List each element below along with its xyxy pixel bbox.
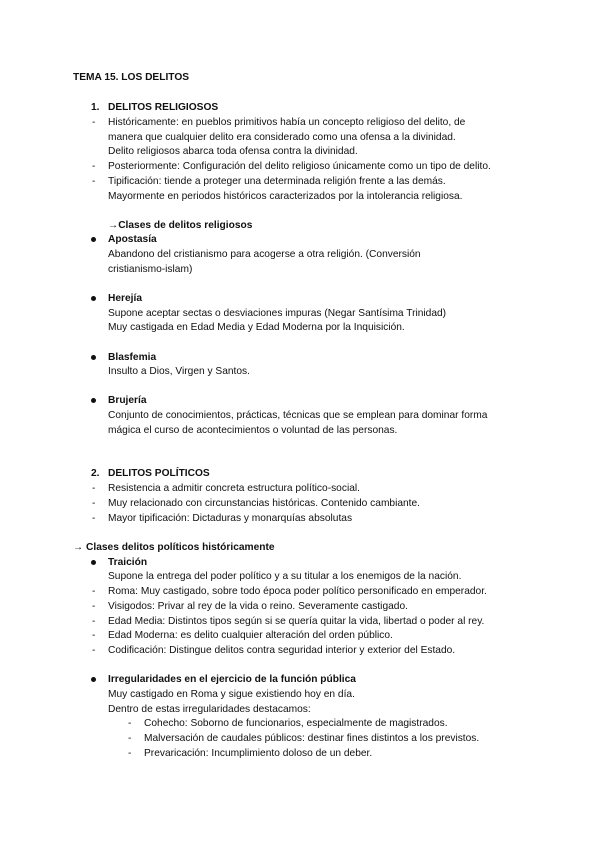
list-item-line: Posteriormente: Configuración del delito religioso únicamente como un tipo de delito. (108, 161, 491, 172)
bullet-icon (91, 296, 96, 301)
class-desc-line: Muy castigado en Roma y sigue existiendo hoy en día. (108, 689, 355, 700)
class-name: Apostasía (108, 234, 157, 245)
list-item-line: Cohecho: Soborno de funcionarios, especialmente de magistrados. (144, 718, 448, 729)
list-dash: - (92, 645, 96, 656)
class-desc-line: Insulto a Dios, Virgen y Santos. (108, 366, 250, 377)
list-item-line: Mayor tipificación: Dictaduras y monarquías absolutas (108, 513, 353, 524)
list-dash: - (92, 161, 96, 172)
class-name: Brujería (108, 395, 147, 406)
class-desc-line: Supone aceptar sectas o desviaciones impuras (Negar Santísima Trinidad) (108, 308, 447, 319)
subsection-heading: → Clases delitos políticos históricamente (73, 542, 275, 553)
list-item-line: manera que cualquier delito era considerado como una ofensa a la divinidad. (108, 132, 456, 143)
list-dash: - (92, 630, 96, 641)
section-heading: DELITOS POLÍTICOS (108, 468, 210, 479)
list-item-line: Históricamente: en pueblos primitivos había un concepto religioso del delito, de (108, 117, 466, 128)
section-heading: DELITOS RELIGIOSOS (108, 102, 219, 113)
bullet-icon (91, 237, 96, 242)
class-name: Blasfemia (108, 352, 157, 363)
bullet-icon (91, 398, 96, 403)
class-desc-line: mágica el curso de acontecimientos o voluntad de las personas. (108, 425, 398, 436)
class-desc-line: cristianismo-islam) (108, 264, 193, 275)
list-item-line: Tipificación: tiende a proteger una determinada religión frente a las demás. (108, 176, 446, 187)
list-item-line: Edad Moderna: es delito cualquier alteración del orden público. (108, 630, 393, 641)
class-name: Irregularidades en el ejercicio de la función pública (108, 674, 356, 685)
list-dash: - (92, 513, 96, 524)
list-item-line: Prevaricación: Incumplimiento doloso de un deber. (144, 748, 373, 759)
list-item-line: Malversación de caudales públicos: destinar fines distintos a los previstos. (144, 733, 480, 744)
list-item-line: Visigodos: Privar al rey de la vida o reino. Severamente castigado. (108, 601, 408, 612)
bullet-icon (91, 677, 96, 682)
class-desc-line: Supone la entrega del poder político y a su titular a los enemigos de la nación. (108, 571, 462, 582)
list-item-line: Mayormente en periodos históricos caracterizados por la intolerancia religiosa. (108, 191, 463, 202)
class-name: Herejía (108, 293, 142, 304)
class-name: Traición (108, 557, 148, 568)
section-number: 1. (91, 102, 100, 113)
list-item-line: Resistencia a admitir concreta estructura político-social. (108, 483, 360, 494)
subsection-heading: →Clases de delitos religiosos (108, 220, 253, 231)
list-dash: - (92, 483, 96, 494)
class-desc-line: Muy castigada en Edad Media y Edad Moderna por la Inquisición. (108, 322, 405, 333)
bullet-icon (91, 355, 96, 360)
list-item-line: Delito religiosos abarca toda ofensa contra la divinidad. (108, 146, 358, 157)
class-desc-line: Conjunto de conocimientos, prácticas, técnicas que se emplean para dominar forma (108, 410, 488, 421)
list-item-line: Muy relacionado con circunstancias históricas. Contenido cambiante. (108, 498, 421, 509)
list-dash: - (92, 601, 96, 612)
list-dash: - (92, 498, 96, 509)
bullet-icon (91, 560, 96, 565)
list-dash: - (128, 748, 132, 759)
list-dash: - (92, 117, 96, 128)
list-item-line: Roma: Muy castigado, sobre todo época poder político personificado en emperador. (108, 586, 487, 597)
class-desc-line: Abandono del cristianismo para acogerse a otra religión. (Conversión (108, 249, 421, 260)
document-title: TEMA 15. LOS DELITOS (73, 72, 190, 83)
class-desc-line: Dentro de estas irregularidades destacamos: (108, 704, 311, 715)
section-number: 2. (91, 468, 100, 479)
list-dash: - (92, 616, 96, 627)
list-item-line: Codificación: Distingue delitos contra seguridad interior y exterior del Estado. (108, 645, 456, 656)
list-dash: - (92, 176, 96, 187)
list-dash: - (128, 718, 132, 729)
list-dash: - (92, 586, 96, 597)
list-dash: - (128, 733, 132, 744)
list-item-line: Edad Media: Distintos tipos según si se quería quitar la vida, libertad o poder al rey. (108, 616, 485, 627)
